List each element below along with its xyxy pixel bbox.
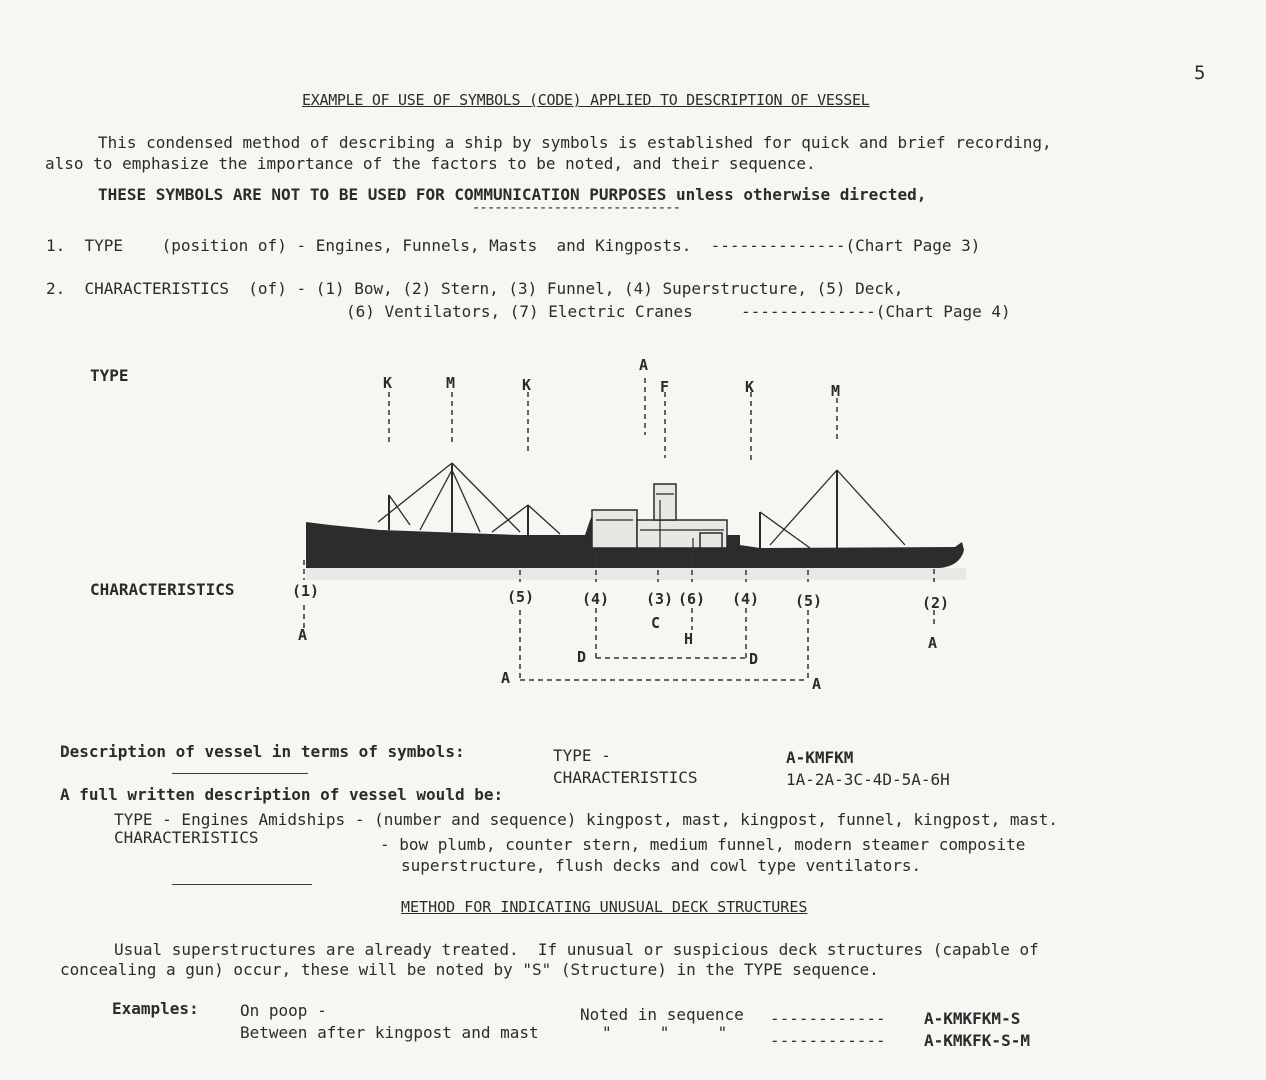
method-paragraph-2: concealing a gun) occur, these will be noted by "S" (Structure) in the TYPE sequence. <box>60 960 879 979</box>
type-symbol-1: K <box>383 374 393 392</box>
description-rule <box>172 773 308 774</box>
char-symbol-3: (4) <box>582 590 610 608</box>
char-symbol-4: (3) <box>646 590 674 608</box>
item-2-line-2: (6) Ventilators, (7) Electric Cranes --------------(Chart Page 4) <box>346 302 1011 321</box>
intro-line-2: also to emphasize the importance of the factors to be noted, and their sequence. <box>45 154 816 173</box>
type-symbol-5: F <box>660 378 670 396</box>
method-title: METHOD FOR INDICATING UNUSUAL DECK STRUCTURES <box>401 898 808 916</box>
intro-line-1: This condensed method of describing a ship by symbols is established for quick and brief recording, <box>98 133 1052 152</box>
char-code-stern: A <box>928 634 938 652</box>
char-symbol-5: (6) <box>678 590 706 608</box>
description-type-value: A-KMFKM <box>786 748 854 767</box>
char-symbol-6: (4) <box>732 590 760 608</box>
char-code-deck-left: A <box>501 669 511 687</box>
example-1-value: A-KMKFKM-S <box>924 1009 1021 1028</box>
char-symbol-7: (5) <box>795 592 823 610</box>
type-symbol-4: A <box>639 356 649 374</box>
example-1-leader: ------------ <box>770 1009 886 1028</box>
full-description-type: TYPE - Engines Amidships - (number and sequence) kingpost, mast, kingpost, funnel, kingpost, mast. <box>114 810 1059 829</box>
example-2-ditto: " " " <box>602 1023 728 1042</box>
example-1-description: On poop - <box>240 1001 327 1020</box>
page-number: 5 <box>1194 62 1206 84</box>
description-type-label: TYPE - <box>553 746 611 765</box>
char-code-ventilators: H <box>684 630 694 648</box>
document-title: EXAMPLE OF USE OF SYMBOLS (CODE) APPLIED TO DESCRIPTION OF VESSEL <box>302 91 870 109</box>
full-description-label: A full written description of vessel would be: <box>60 785 504 804</box>
char-code-superstructure-right: D <box>749 650 759 668</box>
full-description-characteristics-2: superstructure, flush decks and cowl type ventilators. <box>401 856 922 875</box>
example-1-note: Noted in sequence <box>580 1005 744 1024</box>
char-symbol-2: (5) <box>507 588 535 606</box>
method-paragraph-1: Usual superstructures are already treated. If unusual or suspicious deck structures (capable of <box>114 940 1039 959</box>
diagram-characteristics-label: CHARACTERISTICS <box>90 580 235 599</box>
section-rule <box>172 884 312 885</box>
full-description-characteristics-1: - bow plumb, counter stern, medium funnel, modern steamer composite <box>380 835 1026 854</box>
intro-underline: ---------------------------- <box>472 200 681 216</box>
type-symbol-3: K <box>522 376 532 394</box>
type-symbol-6: K <box>745 378 755 396</box>
char-symbol-8: (2) <box>922 594 950 612</box>
description-characteristics-value: 1A-2A-3C-4D-5A-6H <box>786 770 950 789</box>
type-symbol-7: M <box>831 382 841 400</box>
example-2-description: Between after kingpost and mast <box>240 1023 539 1042</box>
item-2-line-1: 2. CHARACTERISTICS (of) - (1) Bow, (2) Stern, (3) Funnel, (4) Superstructure, (5) Deck, <box>46 279 904 298</box>
char-code-funnel: C <box>651 614 661 632</box>
example-2-leader: ------------ <box>770 1031 886 1050</box>
intro-line-3: THESE SYMBOLS ARE NOT TO BE USED FOR COMMUNICATION PURPOSES unless otherwise directed, <box>98 185 927 204</box>
char-symbol-1: (1) <box>292 582 320 600</box>
item-1: 1. TYPE (position of) - Engines, Funnels, Masts and Kingposts. --------------(Chart Page 3) <box>46 236 981 255</box>
char-code-superstructure-left: D <box>577 648 587 666</box>
examples-label: Examples: <box>112 999 199 1018</box>
example-2-value: A-KMKFK-S-M <box>924 1031 1030 1050</box>
type-symbol-2: M <box>446 374 456 392</box>
char-code-bow: A <box>298 626 308 644</box>
description-characteristics-label: CHARACTERISTICS <box>553 768 698 787</box>
char-code-deck-right: A <box>812 675 822 693</box>
diagram-type-label: TYPE <box>90 366 129 385</box>
full-description-characteristics-label: CHARACTERISTICS <box>114 828 259 847</box>
description-label: Description of vessel in terms of symbols: <box>60 742 465 761</box>
type-marker-lines <box>389 378 837 462</box>
